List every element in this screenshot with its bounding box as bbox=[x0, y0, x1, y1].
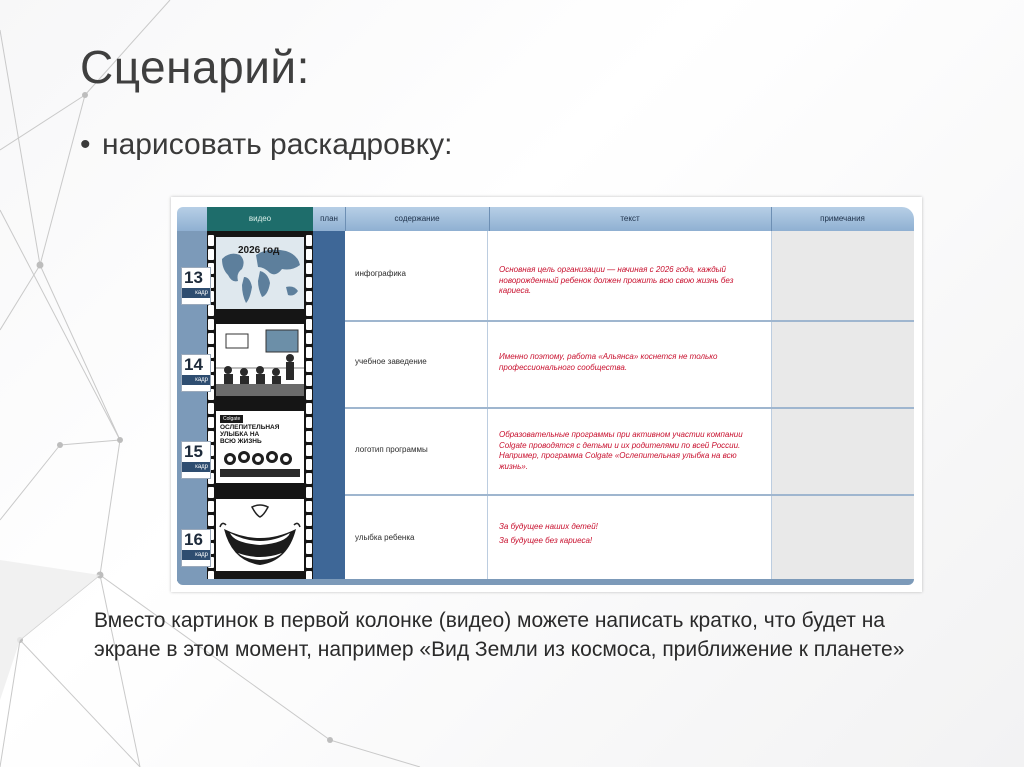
frame-image-child-smile bbox=[216, 499, 304, 571]
cartoon-kids-illustration bbox=[216, 411, 304, 483]
film-sprocket-hole bbox=[208, 501, 214, 512]
frame-number-13 bbox=[181, 267, 211, 305]
frame-image-program-logo bbox=[216, 411, 304, 483]
row-text-line: За будущее без кариеса! bbox=[499, 535, 593, 545]
header-notes: примечания bbox=[820, 214, 865, 223]
film-sprocket-hole bbox=[306, 347, 312, 358]
film-sprocket-hole bbox=[306, 487, 312, 498]
row-text-line: Основная цель организации — начиная с 2026 года, каждый новорожденный ребенок должен прожить всю свою жизнь без кариеса. bbox=[499, 265, 734, 295]
program-logo-text: ОСЛЕПИТЕЛЬНАЯ УЛЫБКА НА ВСЮ ЖИЗНЬ bbox=[220, 424, 280, 445]
slide-title: Сценарий: bbox=[80, 41, 310, 93]
frame-number: 14 bbox=[184, 355, 203, 374]
film-sprocket-hole bbox=[208, 249, 214, 260]
bullet-item bbox=[80, 128, 453, 162]
film-sprocket-hole bbox=[306, 277, 312, 288]
film-sprocket-hole bbox=[306, 445, 312, 456]
film-sprocket-hole bbox=[208, 487, 214, 498]
film-sprocket-hole bbox=[306, 263, 312, 274]
film-strip bbox=[207, 231, 313, 581]
row-content: инфографика bbox=[355, 269, 406, 278]
frame-label: кадр bbox=[182, 288, 210, 298]
frame-image-infographic bbox=[216, 237, 304, 309]
film-sprocket-hole bbox=[306, 319, 312, 330]
frame-number: 13 bbox=[184, 268, 203, 287]
film-sprocket-hole bbox=[306, 375, 312, 386]
film-sprocket-hole bbox=[306, 291, 312, 302]
film-sprocket-hole bbox=[306, 459, 312, 470]
film-sprocket-hole bbox=[306, 305, 312, 316]
row-content: логотип программы bbox=[355, 445, 428, 454]
row-divider bbox=[345, 407, 914, 409]
row-text bbox=[499, 522, 761, 549]
frame-number: 16 bbox=[184, 530, 203, 549]
frame-number-15 bbox=[181, 441, 211, 479]
row-text bbox=[499, 265, 761, 300]
plan-column bbox=[313, 231, 345, 581]
film-sprocket-hole bbox=[208, 319, 214, 330]
film-sprocket-hole bbox=[306, 557, 312, 568]
notes-column bbox=[771, 231, 914, 581]
column-divider bbox=[487, 231, 488, 581]
row-text bbox=[499, 352, 761, 376]
storyboard-bottom-edge bbox=[177, 579, 914, 585]
row-content: учебное заведение bbox=[355, 357, 427, 366]
film-sprocket-hole bbox=[208, 403, 214, 414]
row-text-line: Именно поэтому, работа «Альянса» коснется не только профессионального сообщества. bbox=[499, 352, 718, 372]
frame-label: кадр bbox=[182, 375, 210, 385]
film-sprocket-hole bbox=[306, 333, 312, 344]
frame-image-classroom bbox=[216, 324, 304, 396]
row-text bbox=[499, 430, 761, 475]
film-sprocket-hole bbox=[306, 361, 312, 372]
row-text-line: Образовательные программы при активном участии компании Colgate проводятся с детьми и их родителями по всей России. Например, программа Colgate «Ослепительная улыбка на всю жизнь». bbox=[499, 430, 743, 471]
smile-illustration bbox=[216, 499, 304, 571]
header-content: содержание bbox=[394, 214, 440, 223]
film-sprocket-hole bbox=[306, 389, 312, 400]
film-sprocket-hole bbox=[208, 515, 214, 526]
film-sprocket-hole bbox=[208, 333, 214, 344]
film-sprocket-hole bbox=[306, 431, 312, 442]
film-sprocket-hole bbox=[208, 417, 214, 428]
film-sprocket-hole bbox=[208, 305, 214, 316]
film-sprocket-hole bbox=[306, 403, 312, 414]
film-sprocket-hole bbox=[306, 473, 312, 484]
slide-caption: Вместо картинок в первой колонке (видео) можете написать кратко, что будет на экране в этом момент, например «Вид Земли из космоса, приближение к планете» bbox=[94, 609, 905, 661]
header-text: текст bbox=[620, 214, 640, 223]
colgate-logo: Colgate bbox=[220, 415, 243, 423]
frame-caption-year: 2026 год bbox=[238, 245, 280, 256]
frame-label: кадр bbox=[182, 550, 210, 560]
bullet-dot: • bbox=[80, 128, 91, 161]
bullet-text: нарисовать раскадровку: bbox=[102, 128, 453, 161]
film-sprocket-hole bbox=[306, 515, 312, 526]
film-sprocket-hole bbox=[208, 235, 214, 246]
row-divider bbox=[345, 320, 914, 322]
storyboard-table bbox=[171, 197, 922, 592]
film-sprocket-hole bbox=[306, 529, 312, 540]
frame-number-16 bbox=[181, 529, 211, 567]
frame-number: 15 bbox=[184, 442, 203, 461]
row-text-line: За будущее наших детей! bbox=[499, 522, 598, 531]
column-divider bbox=[771, 231, 772, 581]
film-sprocket-hole bbox=[306, 417, 312, 428]
header-plan: план bbox=[320, 214, 338, 223]
frame-label: кадр bbox=[182, 462, 210, 472]
film-sprocket-hole bbox=[306, 235, 312, 246]
film-sprocket-hole bbox=[306, 501, 312, 512]
frame-number-14 bbox=[181, 354, 211, 392]
row-divider bbox=[345, 494, 914, 496]
row-content: улыбка ребенка bbox=[355, 533, 415, 542]
storyboard-header bbox=[177, 207, 914, 231]
header-video: видео bbox=[207, 207, 313, 231]
classroom-illustration bbox=[216, 324, 304, 396]
film-sprocket-hole bbox=[306, 543, 312, 554]
film-sprocket-hole bbox=[306, 249, 312, 260]
